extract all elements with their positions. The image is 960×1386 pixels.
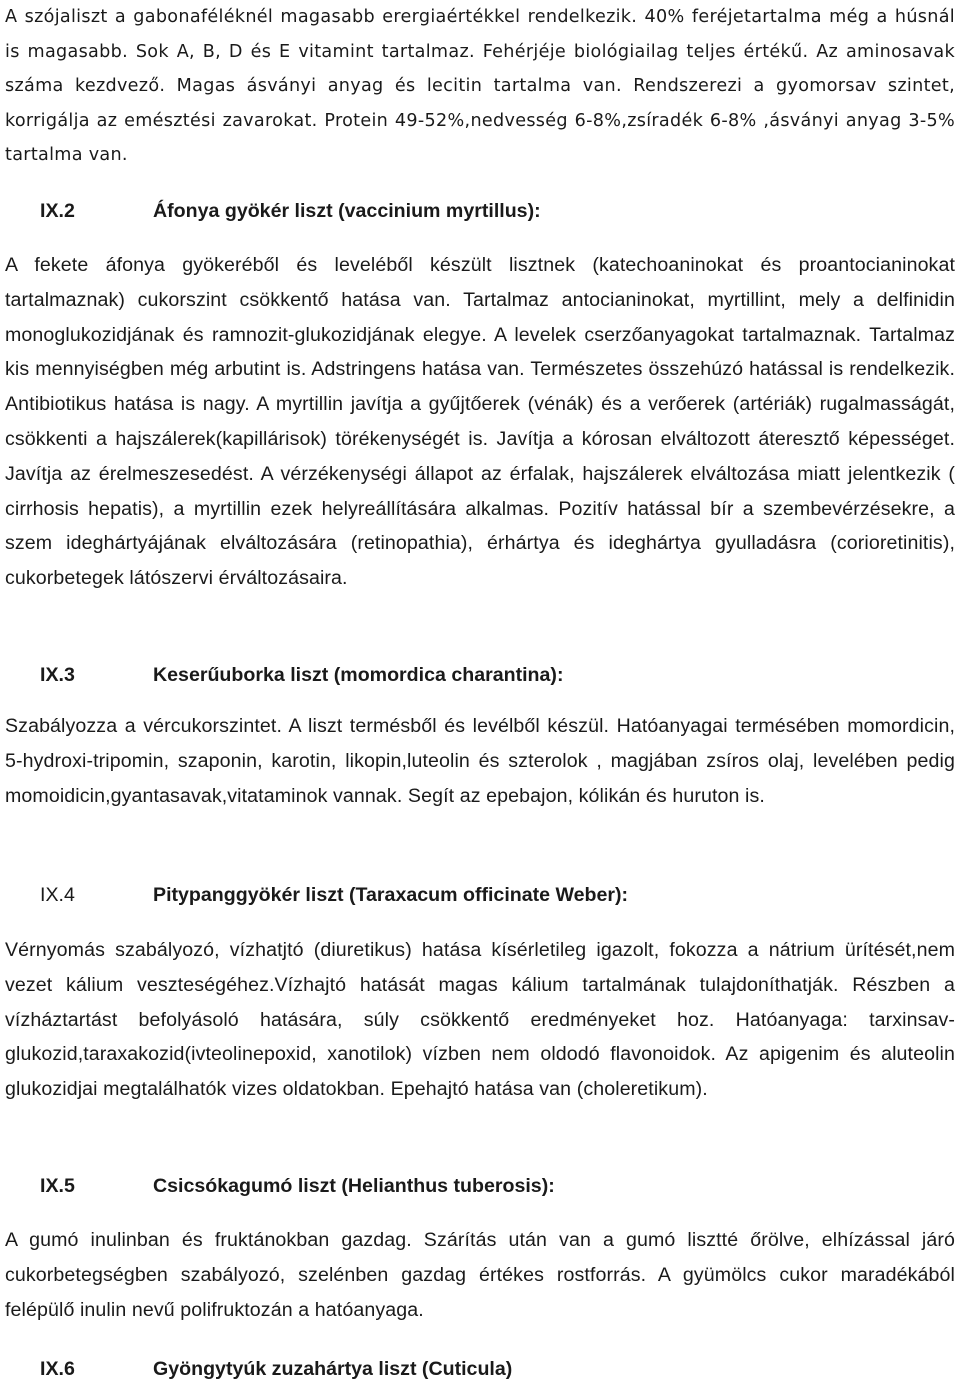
section-ix6	[5, 1352, 955, 1386]
section-title: Csicsókagumó liszt (Helianthus tuberosis):	[153, 1175, 555, 1197]
section-title: Keserűuborka liszt (momordica charantina):	[153, 664, 564, 686]
section-heading	[5, 1352, 955, 1386]
intro-block	[5, 0, 955, 173]
section-ix2	[5, 194, 955, 596]
section-body: Vérnyomás szabályozó, vízhatjtó (diuretikus) hatása kísérletileg igazolt, fokozza a nátrium ürítését,nem vezet kálium veszteségéhez.Vízhajtó hatását magas kálium tartalmának tulajdoníthatják. Részben a vízháztartást befolyásoló hatására, súly csökkentő eredményeket hoz. Hatóanyaga: tarxinsav-glukozid,taraxakozid(ivteolinepoxid, xanotilok) vízben nem oldodó flavonoidok. Az apigenim és aluteolin glukozidjai megtalálhatók vizes oldatokban. Epehajtó hatása van (choleretikum).	[5, 939, 955, 1101]
section-heading	[5, 658, 955, 692]
section-heading	[5, 1169, 955, 1203]
section-heading	[5, 878, 955, 912]
section-title: Gyöngytyúk zuzahártya liszt (Cuticula)	[153, 1358, 513, 1380]
section-body: Szabályozza a vércukorszintet. A liszt termésből és levélből készül. Hatóanyagai termésében momordicin, 5-hydroxi-tripomin, szaponin, karotin, likopin,luteolin és szterolok , magjában zsíros olaj, levelében pedig momoidicin,gyantasavak,vitataminok vannak. Segít az epebajon, kólikán és huruton is.	[5, 715, 955, 807]
section-ix4	[5, 878, 955, 1107]
section-number: IX.2	[40, 200, 75, 222]
section-heading	[5, 194, 955, 228]
section-title: Pitypanggyökér liszt (Taraxacum officinate Weber):	[153, 884, 629, 906]
section-ix5	[5, 1169, 955, 1327]
section-title: Áfonya gyökér liszt (vaccinium myrtillus):	[153, 200, 541, 222]
section-body: A gumó inulinban és fruktánokban gazdag. Szárítás után van a gumó lisztté őrölve, elhízással járó cukorbetegségben szabályozó, szelénben gazdag értékes rostforrás. A gyümölcs cukor maradékából felépülő inulin nevű polifruktozán a hatóanyaga.	[5, 1229, 955, 1321]
section-number: IX.3	[40, 664, 75, 686]
intro-paragraph: A szójaliszt a gabonaféléknél magasabb erergiaértékkel rendelkezik. 40% feréjetartalma még a húsnál is magasabb. Sok A, B, D és E vitamint tartalmaz. Fehérjéje biológiailag teljes értékű. Az aminosavak száma kezdvező. Magas ásványi anyag és lecitin tartalma van. Rendszerezi a gyomorsav szintet, korrigálja az emésztési zavarokat. Protein 49-52%,nedvesség 6-8%,zsíradék 6-8% ,ásványi anyag 3-5% tartalma van.	[5, 7, 955, 166]
section-number: IX.6	[40, 1358, 75, 1380]
section-number: IX.4	[40, 884, 75, 906]
section-body: A fekete áfonya gyökeréből és leveléből készült lisztnek (katechoaninokat és proantocianinokat tartalmaznak) cukorszint csökkentő hatása van. Tartalmaz antocianinokat, myrtillint, mely a delfinidin monoglukozidjának és ramnozit-glukozidjának elegye. A levelek cserzőanyagokat tartalmaznak. Tartalmaz kis mennyiségben még arbutint is. Adstringens hatása van. Természetes összehúzó hatással is rendelkezik. Antibiotikus hatása is nagy. A myrtillin javítja a gyűjtőerek (vénák) és a verőerek (artériák) rugalmasságát, csökkenti a hajszálerek(kapillárisok) törékenységét is. Javítja a kórosan elváltozott áteresztő képességet. Javítja az érelmeszesedést. A vérzékenységi állapot az érfalak, hajszálerek elváltozása miatt jelentkezik ( cirrhosis hepatis), a myrtillin ezek helyreállítására alkalmas. Pozitív hatással bír a szembevérzésekre, a szem ideghártyájának elváltozására (retinopathia), érhártya és ideghártya gyulladásra (corioretinitis), cukorbetegek látószervi érváltozásaira.	[5, 254, 955, 590]
section-ix3	[5, 658, 955, 813]
section-number: IX.5	[40, 1175, 75, 1197]
